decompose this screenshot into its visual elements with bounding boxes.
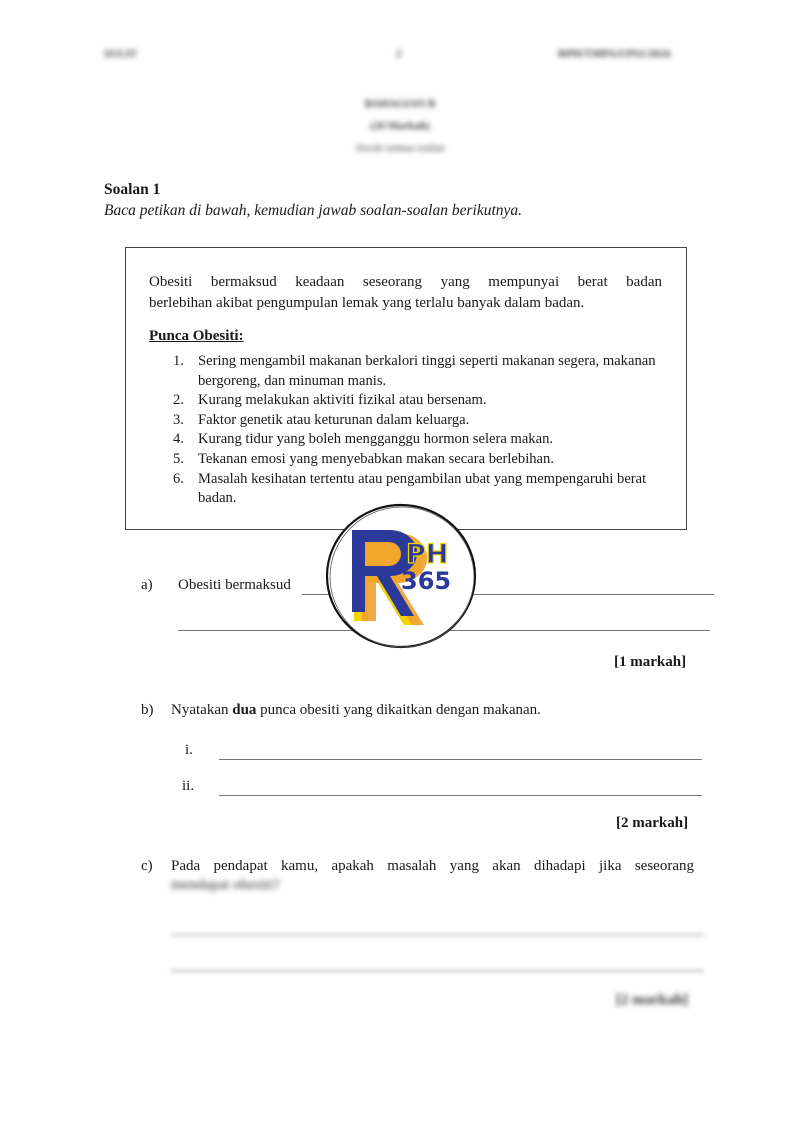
passage-intro	[149, 272, 662, 314]
passage-box	[125, 247, 687, 530]
part-b-text-before: Nyatakan	[171, 702, 233, 718]
part-b-answer-line-ii[interactable]	[219, 795, 702, 796]
header-right: RPH/TMPA/UPS1/2024	[558, 48, 671, 60]
cause-number: 3.	[173, 411, 184, 428]
cause-text: Sering mengambil makanan berkalori tinggi seperti makanan segera, makanan bergoreng, dan minuman manis.	[198, 353, 656, 389]
part-b-answer-label-i: i.	[185, 742, 193, 758]
part-c-text-line1: Pada pendapat kamu, apakah masalah yang akan dihadapi jika seseorang	[171, 858, 694, 874]
part-b-answer-label-ii: ii.	[182, 778, 195, 794]
logo-text-365: 365	[401, 567, 452, 595]
cause-text: Kurang melakukan aktiviti fizikal atau bersenam.	[198, 392, 487, 409]
cause-number: 2.	[173, 392, 184, 409]
cause-item	[149, 352, 669, 391]
part-b-text-after: punca obesiti yang dikaitkan dengan makanan.	[256, 702, 541, 718]
rph365-watermark-logo	[316, 497, 486, 655]
cause-text: Faktor genetik atau keturunan dalam keluarga.	[198, 411, 470, 428]
page-number: 2	[396, 48, 402, 60]
part-b-text-bold: dua	[232, 702, 257, 718]
part-c-text-line2: mendapat obesiti?	[171, 877, 280, 893]
cause-item	[149, 411, 669, 431]
part-c-answer-line-2[interactable]	[171, 970, 704, 972]
cause-number: 5.	[173, 450, 184, 467]
cause-text: Masalah kesihatan tertentu atau pengambilan ubat yang mempengaruhi berat badan.	[198, 470, 647, 507]
cause-item	[149, 391, 669, 411]
causes-list	[149, 352, 669, 509]
question-title: Soalan 1	[104, 181, 161, 198]
logo-text-ph: PH	[406, 539, 449, 570]
part-a-label: a)	[141, 577, 153, 593]
cause-item	[149, 450, 669, 470]
cause-item	[149, 430, 669, 450]
part-a-marks: [1 markah]	[614, 654, 687, 670]
part-b-marks: [2 markah]	[616, 815, 689, 831]
header-left: SULIT	[104, 48, 138, 60]
cause-number: 4.	[173, 431, 184, 448]
passage-intro-line2: berlebihan akibat pengumpulan lemak yang terlalu banyak dalam badan.	[149, 295, 585, 311]
question-instruction: Baca petikan di bawah, kemudian jawab soalan-soalan berikutnya.	[104, 202, 523, 219]
part-c-answer-line-1[interactable]	[171, 934, 704, 936]
cause-number: 1.	[173, 353, 184, 369]
cause-text: Kurang tidur yang boleh mengganggu hormon selera makan.	[198, 431, 554, 448]
section-title: BAHAGIAN B	[364, 98, 436, 110]
section-instruction: Jawab semua soalan	[355, 142, 445, 154]
part-c-marks: [2 markah]	[616, 992, 689, 1008]
cause-number: 6.	[173, 470, 184, 487]
section-marks: (20 Markah)	[370, 120, 430, 132]
part-b-label: b)	[141, 702, 154, 718]
passage-subheading: Punca Obesiti:	[149, 328, 244, 344]
part-c-label: c)	[141, 858, 153, 874]
passage-intro-line1: Obesiti bermaksud keadaan seseorang yang mempunyai berat badan	[149, 274, 662, 290]
part-b-text	[171, 702, 541, 719]
part-b-answer-line-i[interactable]	[219, 759, 702, 760]
cause-text: Tekanan emosi yang menyebabkan makan secara berlebihan.	[198, 450, 554, 467]
part-a-text: Obesiti bermaksud	[178, 577, 291, 593]
